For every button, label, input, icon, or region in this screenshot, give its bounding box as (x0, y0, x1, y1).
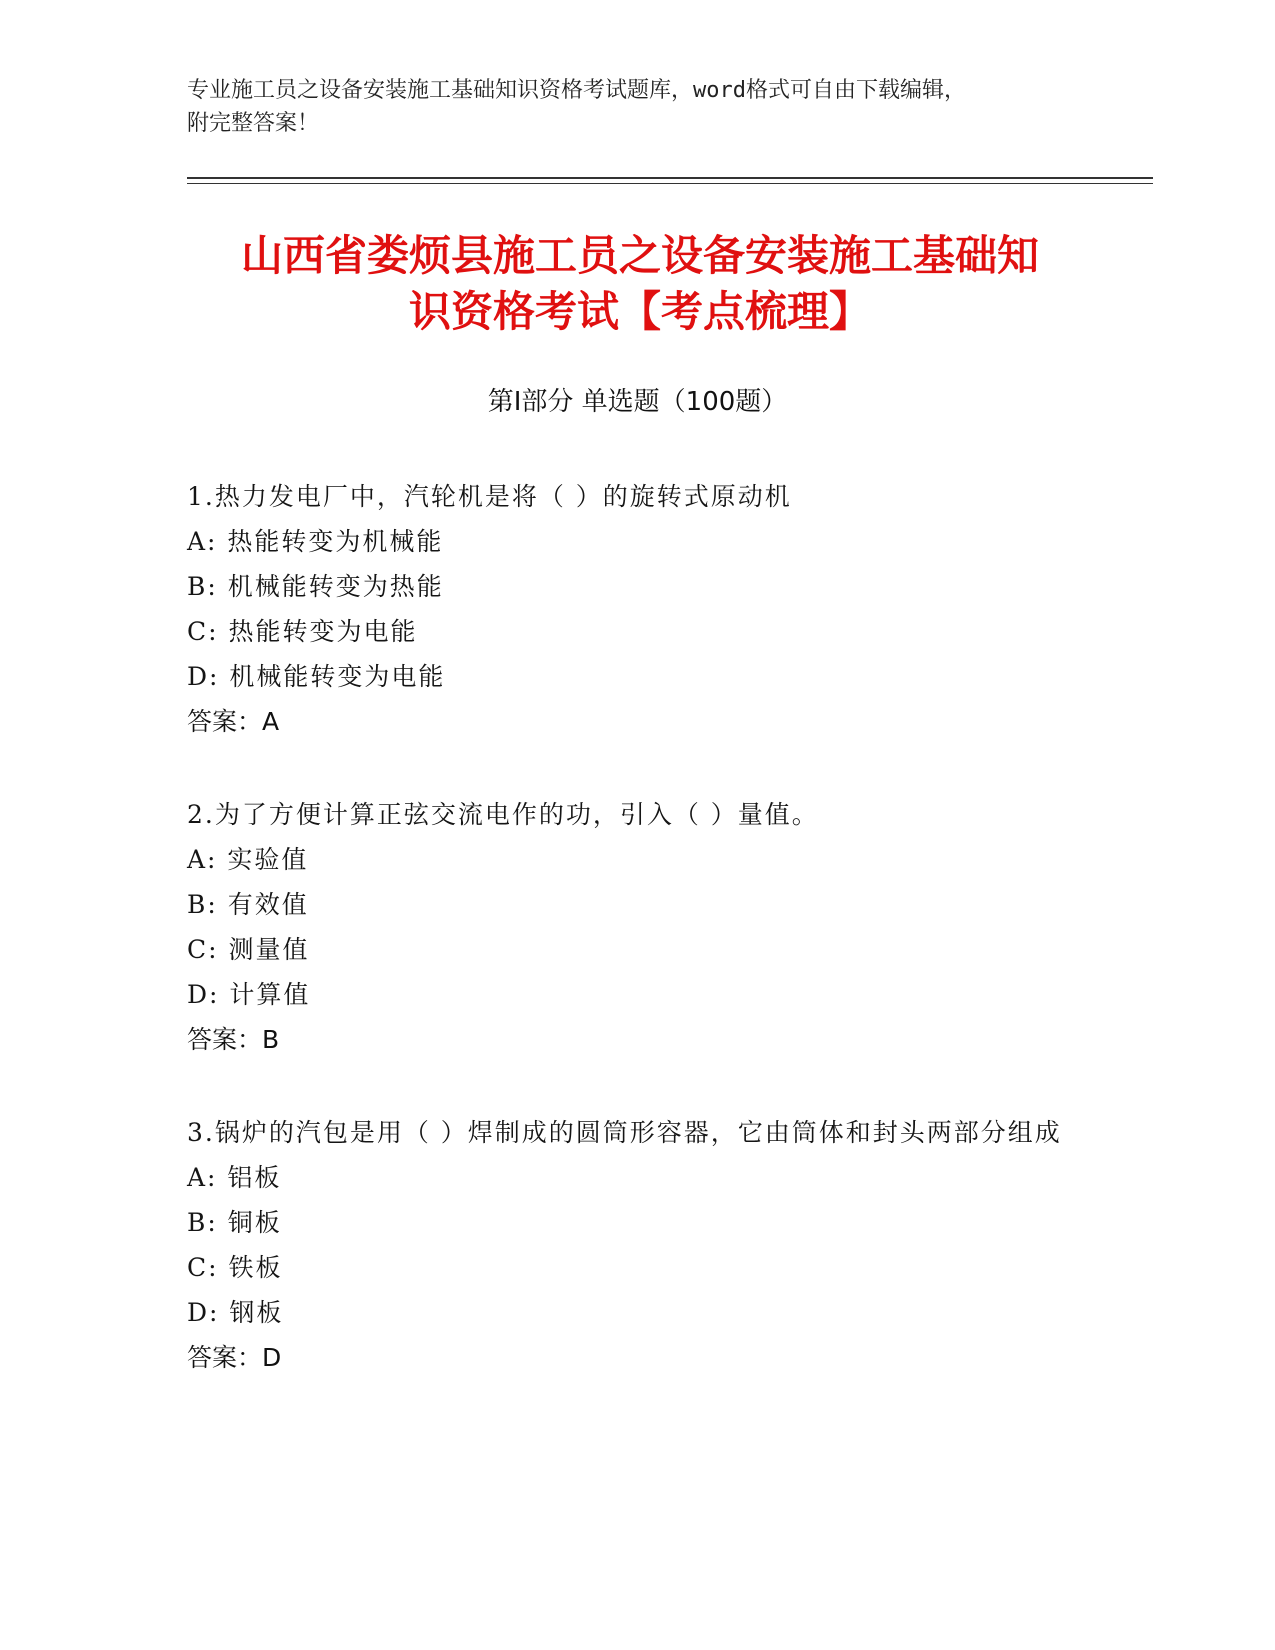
header-divider-thick (187, 177, 1153, 179)
header-note-line-1: 专业施工员之设备安装施工基础知识资格考试题库，word格式可自由下载编辑， (187, 78, 966, 103)
option-c: C: 热能转变为电能 (187, 617, 418, 646)
option-b: B: 机械能转变为热能 (187, 572, 444, 601)
question-stem: 2.为了方便计算正弦交流电作的功，引入（ ）量值。 (187, 800, 819, 829)
question-item (187, 792, 1087, 1062)
option-a: A: 热能转变为机械能 (187, 527, 444, 556)
question-item (187, 1110, 1087, 1380)
header-note (187, 74, 1087, 140)
question-item (187, 474, 1087, 744)
question-list (187, 474, 1087, 1428)
header-note-line-2: 附完整答案！ (187, 111, 320, 136)
option-c: C: 铁板 (187, 1253, 283, 1282)
document-title-line-2: 识资格考试【考点梳理】 (408, 287, 871, 336)
option-b: B: 铜板 (187, 1208, 282, 1237)
option-d: D: 钢板 (187, 1298, 284, 1327)
document-title (190, 228, 1090, 340)
option-a: A: 实验值 (187, 845, 309, 874)
question-stem: 1.热力发电厂中，汽轮机是将（ ）的旋转式原动机 (187, 482, 792, 511)
option-d: D: 计算值 (187, 980, 311, 1009)
answer-line: 答案：A (187, 707, 280, 736)
answer-line: 答案：B (187, 1025, 280, 1054)
option-d: D: 机械能转变为电能 (187, 662, 446, 691)
option-b: B: 有效值 (187, 890, 309, 919)
document-title-line-1: 山西省娄烦县施工员之设备安装施工基础知 (240, 231, 1039, 280)
option-a: A: 铝板 (187, 1163, 282, 1192)
header-divider-thin (187, 183, 1153, 184)
question-stem: 3.锅炉的汽包是用（ ）焊制成的圆筒形容器，它由筒体和封头两部分组成 (187, 1118, 1062, 1147)
answer-line: 答案：D (187, 1343, 282, 1372)
option-c: C: 测量值 (187, 935, 310, 964)
section-title: 第Ⅰ部分 单选题（100题） (487, 387, 788, 417)
